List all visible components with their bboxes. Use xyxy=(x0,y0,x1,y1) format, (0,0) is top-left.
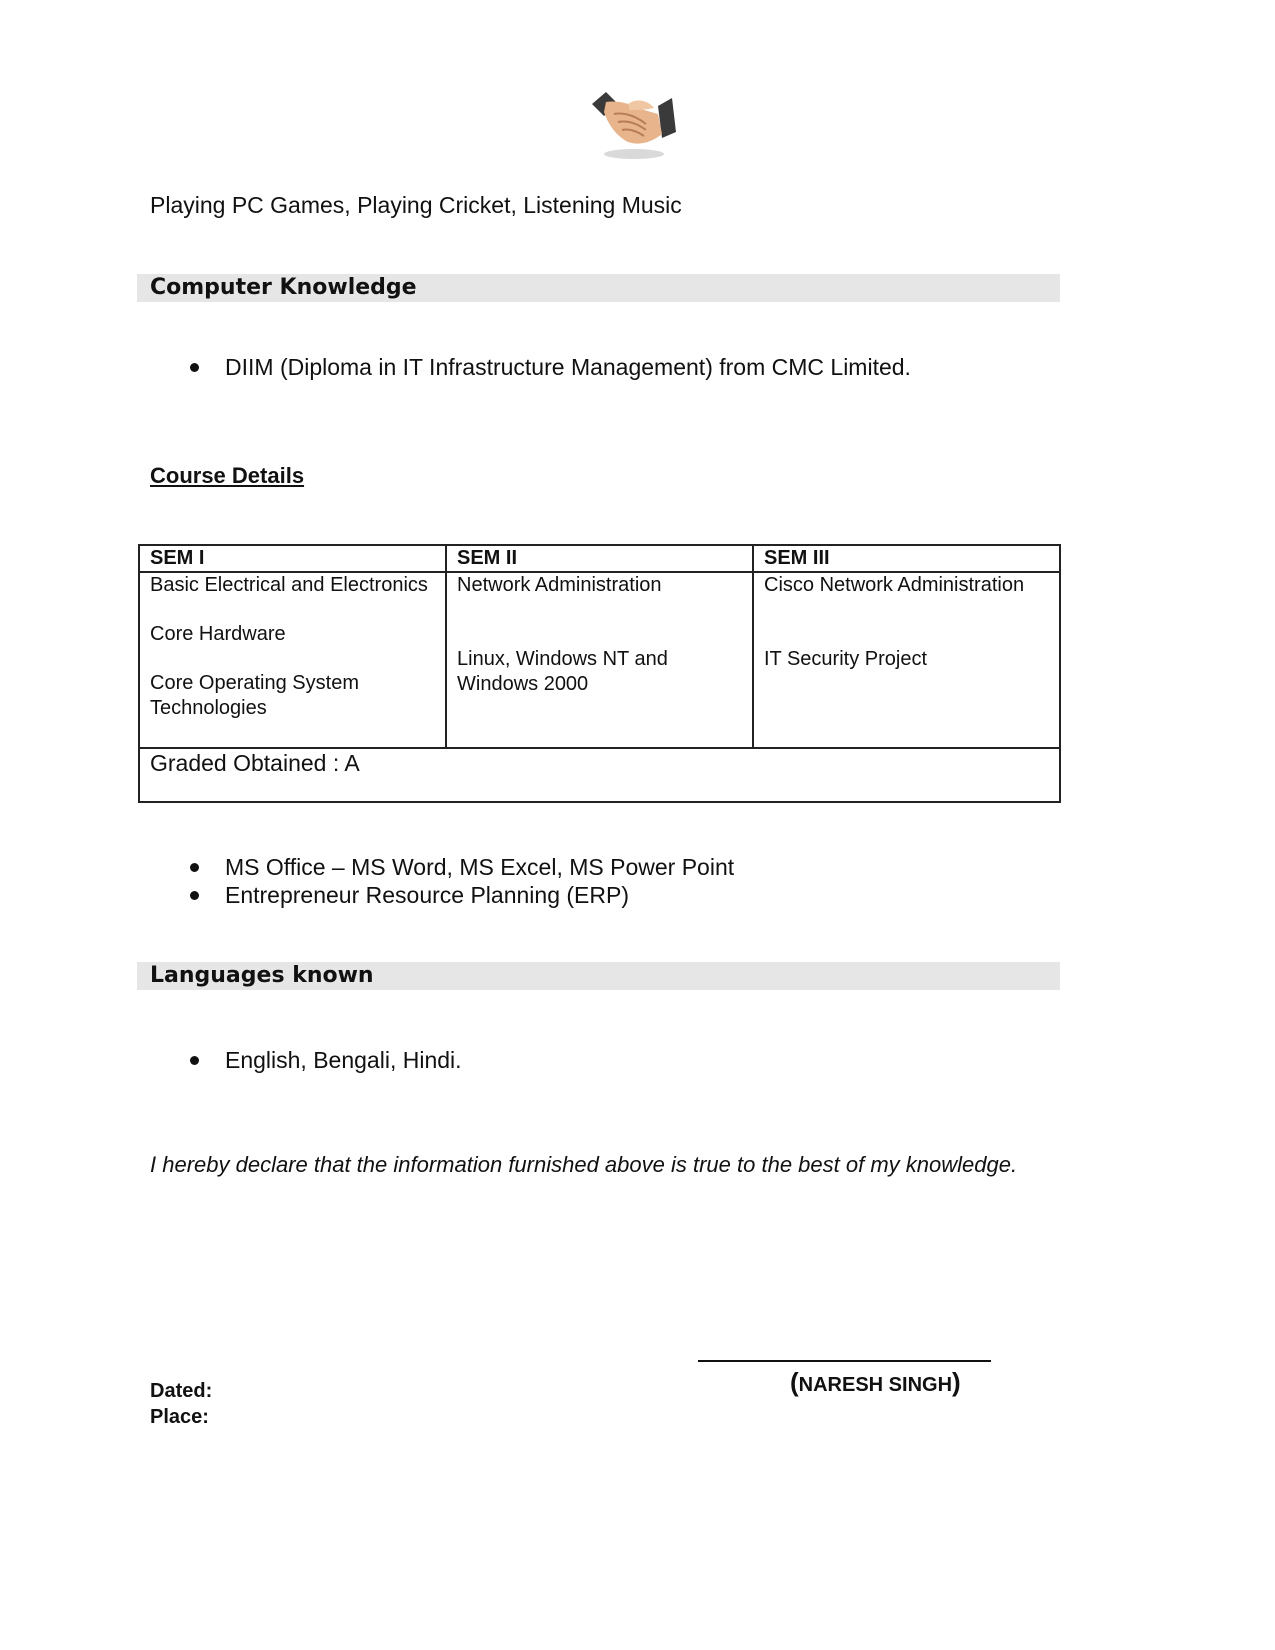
sem-1-subjects xyxy=(139,572,446,748)
table-row xyxy=(139,748,1060,802)
column-header-sem-2: SEM II xyxy=(446,545,753,572)
skill-item-text: MS Office – MS Word, MS Excel, MS Power Point xyxy=(225,854,735,880)
column-header-sem-1: SEM I xyxy=(139,545,446,572)
language-item-text: English, Bengali, Hindi. xyxy=(225,1047,462,1073)
sem-2-subjects xyxy=(446,572,753,748)
column-header-sem-3: SEM III xyxy=(753,545,1060,572)
bullet-icon xyxy=(190,1056,199,1065)
subject-item: Basic Electrical and Electronics xyxy=(150,574,428,596)
subject-item: Network Administration xyxy=(457,574,662,596)
subject-item: Core Hardware xyxy=(150,623,286,645)
bullet-icon xyxy=(190,863,199,872)
table-row xyxy=(139,572,1060,748)
languages-title: Languages known xyxy=(150,963,374,988)
signature-name: (NARESH SINGH) xyxy=(790,1367,961,1397)
hobbies-text: Playing PC Games, Playing Cricket, Listening Music xyxy=(150,192,682,218)
signature-line xyxy=(698,1360,991,1362)
subject-item: Linux, Windows NT and Windows 2000 xyxy=(457,648,668,695)
declaration-text: I hereby declare that the information furnished above is true to the best of my knowledge. xyxy=(150,1152,1018,1177)
subject-item: IT Security Project xyxy=(764,648,928,670)
skill-item-text: Entrepreneur Resource Planning (ERP) xyxy=(225,882,629,908)
knowledge-item-text: DIIM (Diploma in IT Infrastructure Management) from CMC Limited. xyxy=(225,354,911,380)
course-table xyxy=(138,544,1061,803)
handshake-icon xyxy=(588,84,678,162)
subject-item: Cisco Network Administration xyxy=(764,574,1025,596)
course-details-heading: Course Details xyxy=(150,463,305,488)
computer-knowledge-title: Computer Knowledge xyxy=(150,275,417,300)
table-header-row xyxy=(139,545,1060,572)
sem-3-subjects xyxy=(753,572,1060,748)
place-label: Place: xyxy=(150,1406,209,1428)
subject-item: Core Operating System Technologies xyxy=(150,672,359,719)
bullet-icon xyxy=(190,891,199,900)
signature-name-text: NARESH SINGH xyxy=(798,1374,953,1396)
dated-label: Dated: xyxy=(150,1380,213,1402)
grade-obtained: Graded Obtained : A xyxy=(139,748,1060,802)
bullet-icon xyxy=(190,363,199,372)
